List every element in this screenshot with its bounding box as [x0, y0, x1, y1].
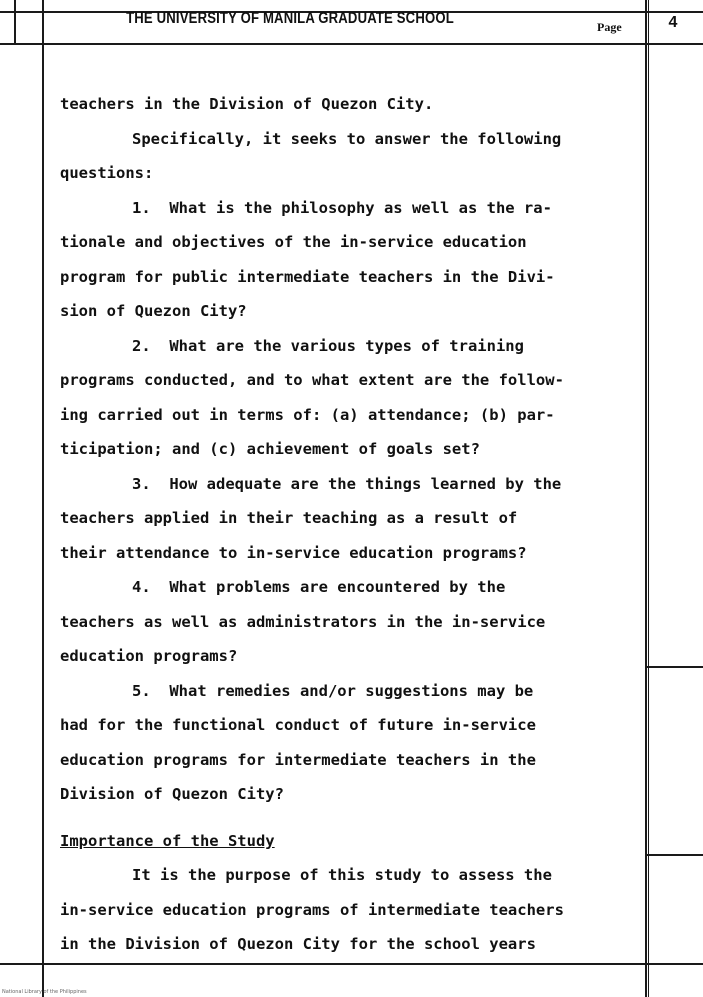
text-line: 3. How adequate are the things learned by the — [132, 474, 562, 493]
header-page-label: Page — [597, 20, 622, 34]
body-text — [60, 87, 650, 962]
header-title: THE UNIVERSITY OF MANILA GRADUATE SCHOOL — [126, 10, 454, 27]
text-line: education programs? — [60, 647, 238, 665]
text-line: 1. What is the philosophy as well as the ra- — [132, 198, 552, 217]
text-line: in the Division of Quezon City for the school years — [60, 935, 536, 953]
text-line: teachers in the Division of Quezon City. — [60, 95, 434, 113]
page-number: 4 — [668, 14, 678, 31]
paragraph-importance — [60, 858, 650, 962]
text-line: ticipation; and (c) achievement of goals set? — [60, 440, 480, 458]
section-heading-line — [60, 824, 650, 859]
text-line: Specifically, it seeks to answer the following — [132, 129, 562, 148]
text-line: programs conducted, and to what extent are the follow- — [60, 371, 564, 389]
text-line: sion of Quezon City? — [60, 302, 247, 320]
text-line: teachers applied in their teaching as a result of — [60, 509, 518, 527]
paragraph-continuation — [60, 87, 650, 122]
text-line: It is the purpose of this study to assess the — [132, 866, 552, 884]
text-line: had for the functional conduct of future in-service — [60, 716, 536, 734]
text-line: Division of Quezon City? — [60, 785, 284, 803]
text-line: education programs for intermediate teachers in the — [60, 750, 536, 769]
left-margin-rule — [42, 0, 44, 997]
footer-credit: National Library of the Philippines — [2, 989, 87, 995]
text-line: 5. What remedies and/or suggestions may be — [132, 681, 534, 700]
paragraph-intro — [60, 122, 650, 191]
text-line: teachers as well as administrators in the in-service — [60, 612, 546, 631]
text-line: 2. What are the various types of training — [132, 336, 524, 355]
text-line: program for public intermediate teachers in the Divi- — [60, 267, 555, 286]
question-4 — [60, 570, 650, 674]
text-line: in-service education programs of intermediate teachers — [60, 900, 564, 919]
text-line: questions: — [60, 164, 154, 182]
question-3 — [60, 467, 650, 571]
question-5 — [60, 674, 650, 812]
header-bottom-rule — [0, 43, 703, 45]
question-1 — [60, 191, 650, 329]
header-left-edge-rule — [14, 0, 16, 44]
text-line: ing carried out in terms of: (a) attendance; (b) par- — [60, 405, 555, 424]
bottom-rule — [0, 963, 703, 965]
text-line: 4. What problems are encountered by the — [132, 578, 506, 596]
text-line: tionale and objectives of the in-service education — [60, 233, 527, 251]
right-margin-mark-1 — [647, 666, 703, 668]
right-margin-mark-2 — [647, 854, 703, 856]
section-heading: Importance of the Study — [60, 831, 275, 850]
text-line: their attendance to in-service education programs? — [60, 543, 527, 562]
question-2 — [60, 329, 650, 467]
